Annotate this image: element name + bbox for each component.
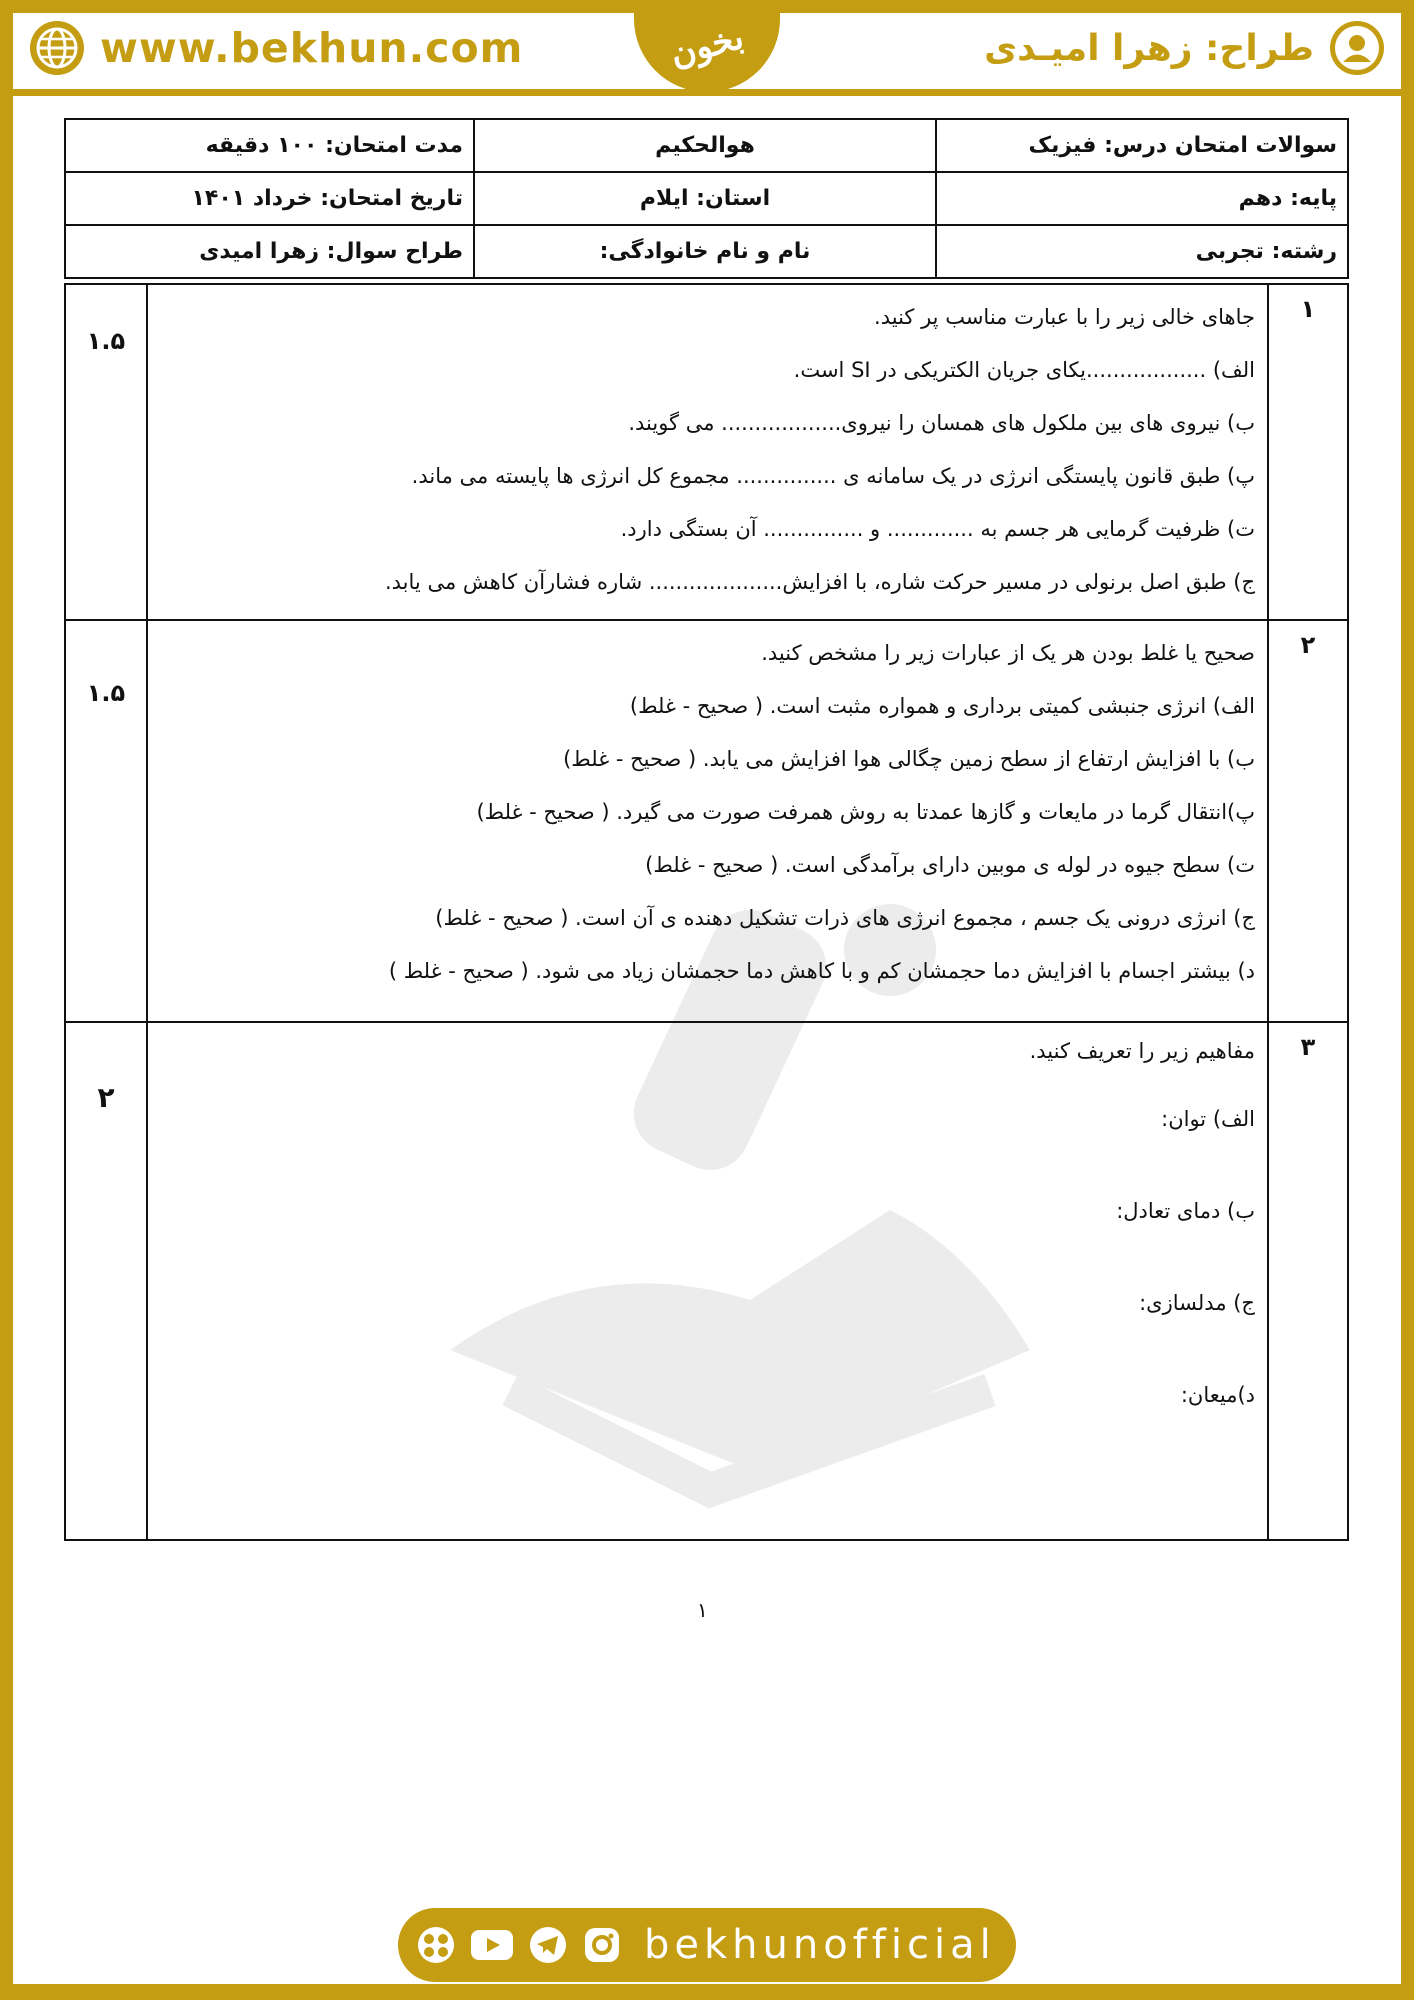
question-body — [147, 620, 1268, 1022]
question-row — [65, 284, 1348, 620]
aparat-icon[interactable] — [416, 1925, 456, 1965]
question-item: ج) طبق اصل برنولی در مسیر حرکت شاره، با افزایش.................... شاره فشارآن کاهش می یابد. — [384, 570, 1255, 594]
question-item: د)میعان: — [1180, 1383, 1255, 1407]
page-number: ۱ — [697, 1598, 708, 1622]
brand-logo-text: بخون — [666, 17, 748, 75]
question-row — [65, 620, 1348, 1022]
questions-table — [64, 283, 1349, 1541]
province-cell: استان: ایلام — [474, 172, 936, 225]
field-cell: رشته: تجربی — [936, 225, 1348, 278]
question-item: ت) ظرفیت گرمایی هر جسم به ............. و ............... آن بستگی دارد. — [620, 517, 1255, 541]
question-body — [147, 1022, 1268, 1540]
question-number: ۱ — [1268, 284, 1348, 620]
exam-header-table — [64, 118, 1349, 279]
question-item: ب) نیروی های بین ملکول های همسان را نیروی.................. می گویند. — [628, 411, 1255, 435]
social-bar[interactable] — [398, 1908, 1016, 1982]
website-badge[interactable] — [28, 18, 523, 78]
course-cell: سوالات امتحان درس: فیزیک — [936, 119, 1348, 172]
bottom-frame-strip — [0, 1984, 1414, 2000]
globe-icon — [28, 19, 86, 77]
question-prompt: صحیح یا غلط بودن هر یک از عبارات زیر را مشخص کنید. — [761, 641, 1255, 665]
header-row — [65, 172, 1348, 225]
question-item: الف) انرژی جنبشی کمیتی برداری و همواره مثبت است. ( صحیح - غلط) — [629, 694, 1255, 718]
instagram-icon[interactable] — [582, 1925, 622, 1965]
question-prompt: مفاهیم زیر را تعریف کنید. — [1029, 1039, 1255, 1063]
question-item: پ)انتقال گرما در مایعات و گازها عمدتا به روش همرفت صورت می گیرد. ( صحیح - غلط) — [476, 800, 1255, 824]
telegram-icon[interactable] — [528, 1925, 568, 1965]
header-row — [65, 225, 1348, 278]
question-designer-cell: طراح سوال: زهرا امیدی — [65, 225, 474, 278]
designer-banner-text: طراح: زهرا امیـدی — [984, 27, 1314, 69]
header-row — [65, 119, 1348, 172]
question-number: ۲ — [1268, 620, 1348, 1022]
question-row — [65, 1022, 1348, 1540]
youtube-icon[interactable] — [470, 1928, 514, 1962]
question-item: پ) طبق قانون پایستگی انرژی در یک سامانه ی ............... مجموع کل انرژی ها پایسته می ماند. — [411, 464, 1255, 488]
website-url[interactable]: www.bekhun.com — [100, 24, 524, 72]
question-item: ت) سطح جیوه در لوله ی موبین دارای برآمدگی است. ( صحیح - غلط) — [645, 853, 1255, 877]
question-score: ۱.۵ — [65, 284, 147, 620]
question-body — [147, 284, 1268, 620]
question-item: د) بیشتر اجسام با افزایش دما حجمشان کم و با کاهش دما حجمشان زیاد می شود. ( صحیح - غلط ) — [388, 959, 1255, 983]
designer-banner — [984, 18, 1386, 78]
grade-cell: پایه: دهم — [936, 172, 1348, 225]
date-cell: تاریخ امتحان: خرداد ۱۴۰۱ — [65, 172, 474, 225]
question-prompt: جاهای خالی زیر را با عبارت مناسب پر کنید. — [874, 305, 1255, 329]
question-score: ۲ — [65, 1022, 147, 1540]
invocation-cell: هوالحکیم — [474, 119, 936, 172]
question-item: ج) انرژی درونی یک جسم ، مجموع انرژی های ذرات تشکیل دهنده ی آن است. ( صحیح - غلط) — [435, 906, 1255, 930]
question-item: الف) توان: — [1161, 1107, 1255, 1131]
social-handle[interactable]: bekhunofficial — [644, 1922, 996, 1968]
question-number: ۳ — [1268, 1022, 1348, 1540]
question-item: ج) مدلسازی: — [1139, 1291, 1255, 1315]
question-item: ب) با افزایش ارتفاع از سطح زمین چگالی هوا افزایش می یابد. ( صحیح - غلط) — [563, 747, 1255, 771]
student-name-cell[interactable]: نام و نام خانوادگی: — [474, 225, 936, 278]
question-item: ب) دمای تعادل: — [1116, 1199, 1255, 1223]
question-score: ۱.۵ — [65, 620, 147, 1022]
duration-cell: مدت امتحان: ۱۰۰ دقیقه — [65, 119, 474, 172]
question-item: الف) ..................یکای جریان الکتریکی در SI است. — [793, 358, 1255, 382]
user-icon — [1328, 19, 1386, 77]
